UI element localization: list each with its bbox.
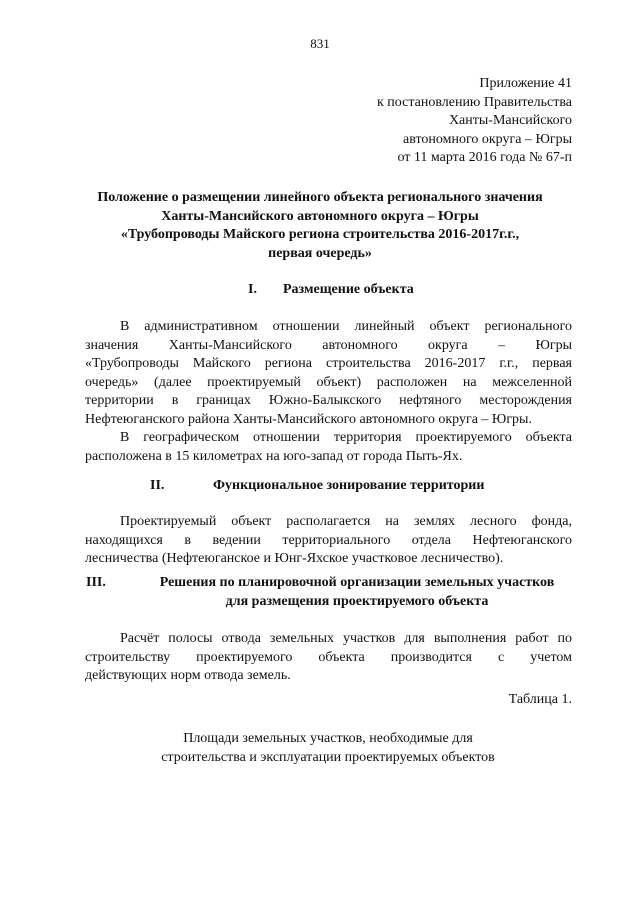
paragraph-line: В административном отношении линейный объект регионального — [120, 319, 572, 334]
title-line: Ханты-Мансийского автономного округа – Югры — [161, 208, 479, 224]
section-2-title: Функциональное зонирование территории — [213, 478, 485, 493]
paragraph-line: «Трубопроводы Майского региона строительства 2016-2017 г.г., первая — [85, 356, 572, 371]
section-3-heading — [80, 574, 576, 614]
section-3-title-line: для размещения проектируемого объекта — [225, 593, 489, 609]
paragraph-line: территории в границах Южно-Балыкского нефтяного месторождения — [85, 393, 572, 408]
title-line: Положение о размещении линейного объекта регионального значения — [97, 190, 543, 205]
paragraph-line: значения Ханты-Мансийского автономного округа – Югры — [85, 337, 572, 353]
section-1-paragraph-1 — [85, 318, 572, 429]
caption-line: строительства и эксплуатации проектируемых объектов — [161, 749, 495, 765]
appendix-line: к постановлению Правительства — [376, 94, 572, 110]
section-3-title-line: Решения по планировочной организации земельных участков — [159, 575, 555, 590]
paragraph-line: строительству проектируемого объекта производится с учетом — [85, 649, 572, 665]
section-2-paragraph-1 — [85, 513, 572, 569]
section-1-number: I. — [248, 282, 257, 297]
caption-line: Площади земельных участков, необходимые для — [183, 731, 473, 746]
paragraph-line: Проектируемый объект располагается на землях лесного фонда, — [120, 514, 572, 529]
paragraph-line: Нефтеюганского района Ханты-Мансийского автономного округа – Югры. — [85, 411, 532, 427]
section-1-paragraph-2 — [85, 429, 572, 466]
appendix-line: от 11 марта 2016 года № 67-п — [397, 150, 572, 165]
title-line: первая очередь» — [268, 245, 372, 261]
paragraph-line: лесничества (Нефтеюганское и Юнг-Яхское участковое лесничество). — [85, 551, 504, 566]
table-label: Таблица 1. — [508, 692, 572, 707]
section-1-title: Размещение объекта — [283, 282, 414, 297]
appendix-line: автономного округа – Югры — [403, 131, 572, 147]
page-number: 831 — [310, 36, 330, 51]
paragraph-line: очередь» (далее проектируемый объект) расположен на межселенной — [85, 374, 572, 390]
paragraph-line: В географическом отношении территория проектируемого объекта — [120, 430, 572, 445]
section-3-number: III. — [86, 575, 106, 590]
paragraph-line: Расчёт полосы отвода земельных участков для выполнения работ по — [120, 631, 572, 646]
table-caption — [80, 730, 576, 767]
paragraph-line: находящихся в ведении территориального отдела Нефтеюганского — [85, 532, 572, 548]
section-3-paragraph-1 — [85, 630, 572, 686]
title-line: «Трубопроводы Майского региона строительства 2016-2017г.г., — [120, 227, 520, 242]
paragraph-line: действующих норм отвода земель. — [85, 668, 291, 683]
section-3-title — [137, 574, 577, 611]
appendix-header — [377, 75, 572, 168]
paragraph-line: расположена в 15 километрах на юго-запад от города Пыть-Ях. — [85, 448, 463, 464]
document-title — [80, 189, 560, 263]
section-2-number: II. — [150, 478, 165, 493]
appendix-line: Приложение 41 — [479, 76, 572, 91]
appendix-line: Ханты-Мансийского — [448, 113, 572, 128]
